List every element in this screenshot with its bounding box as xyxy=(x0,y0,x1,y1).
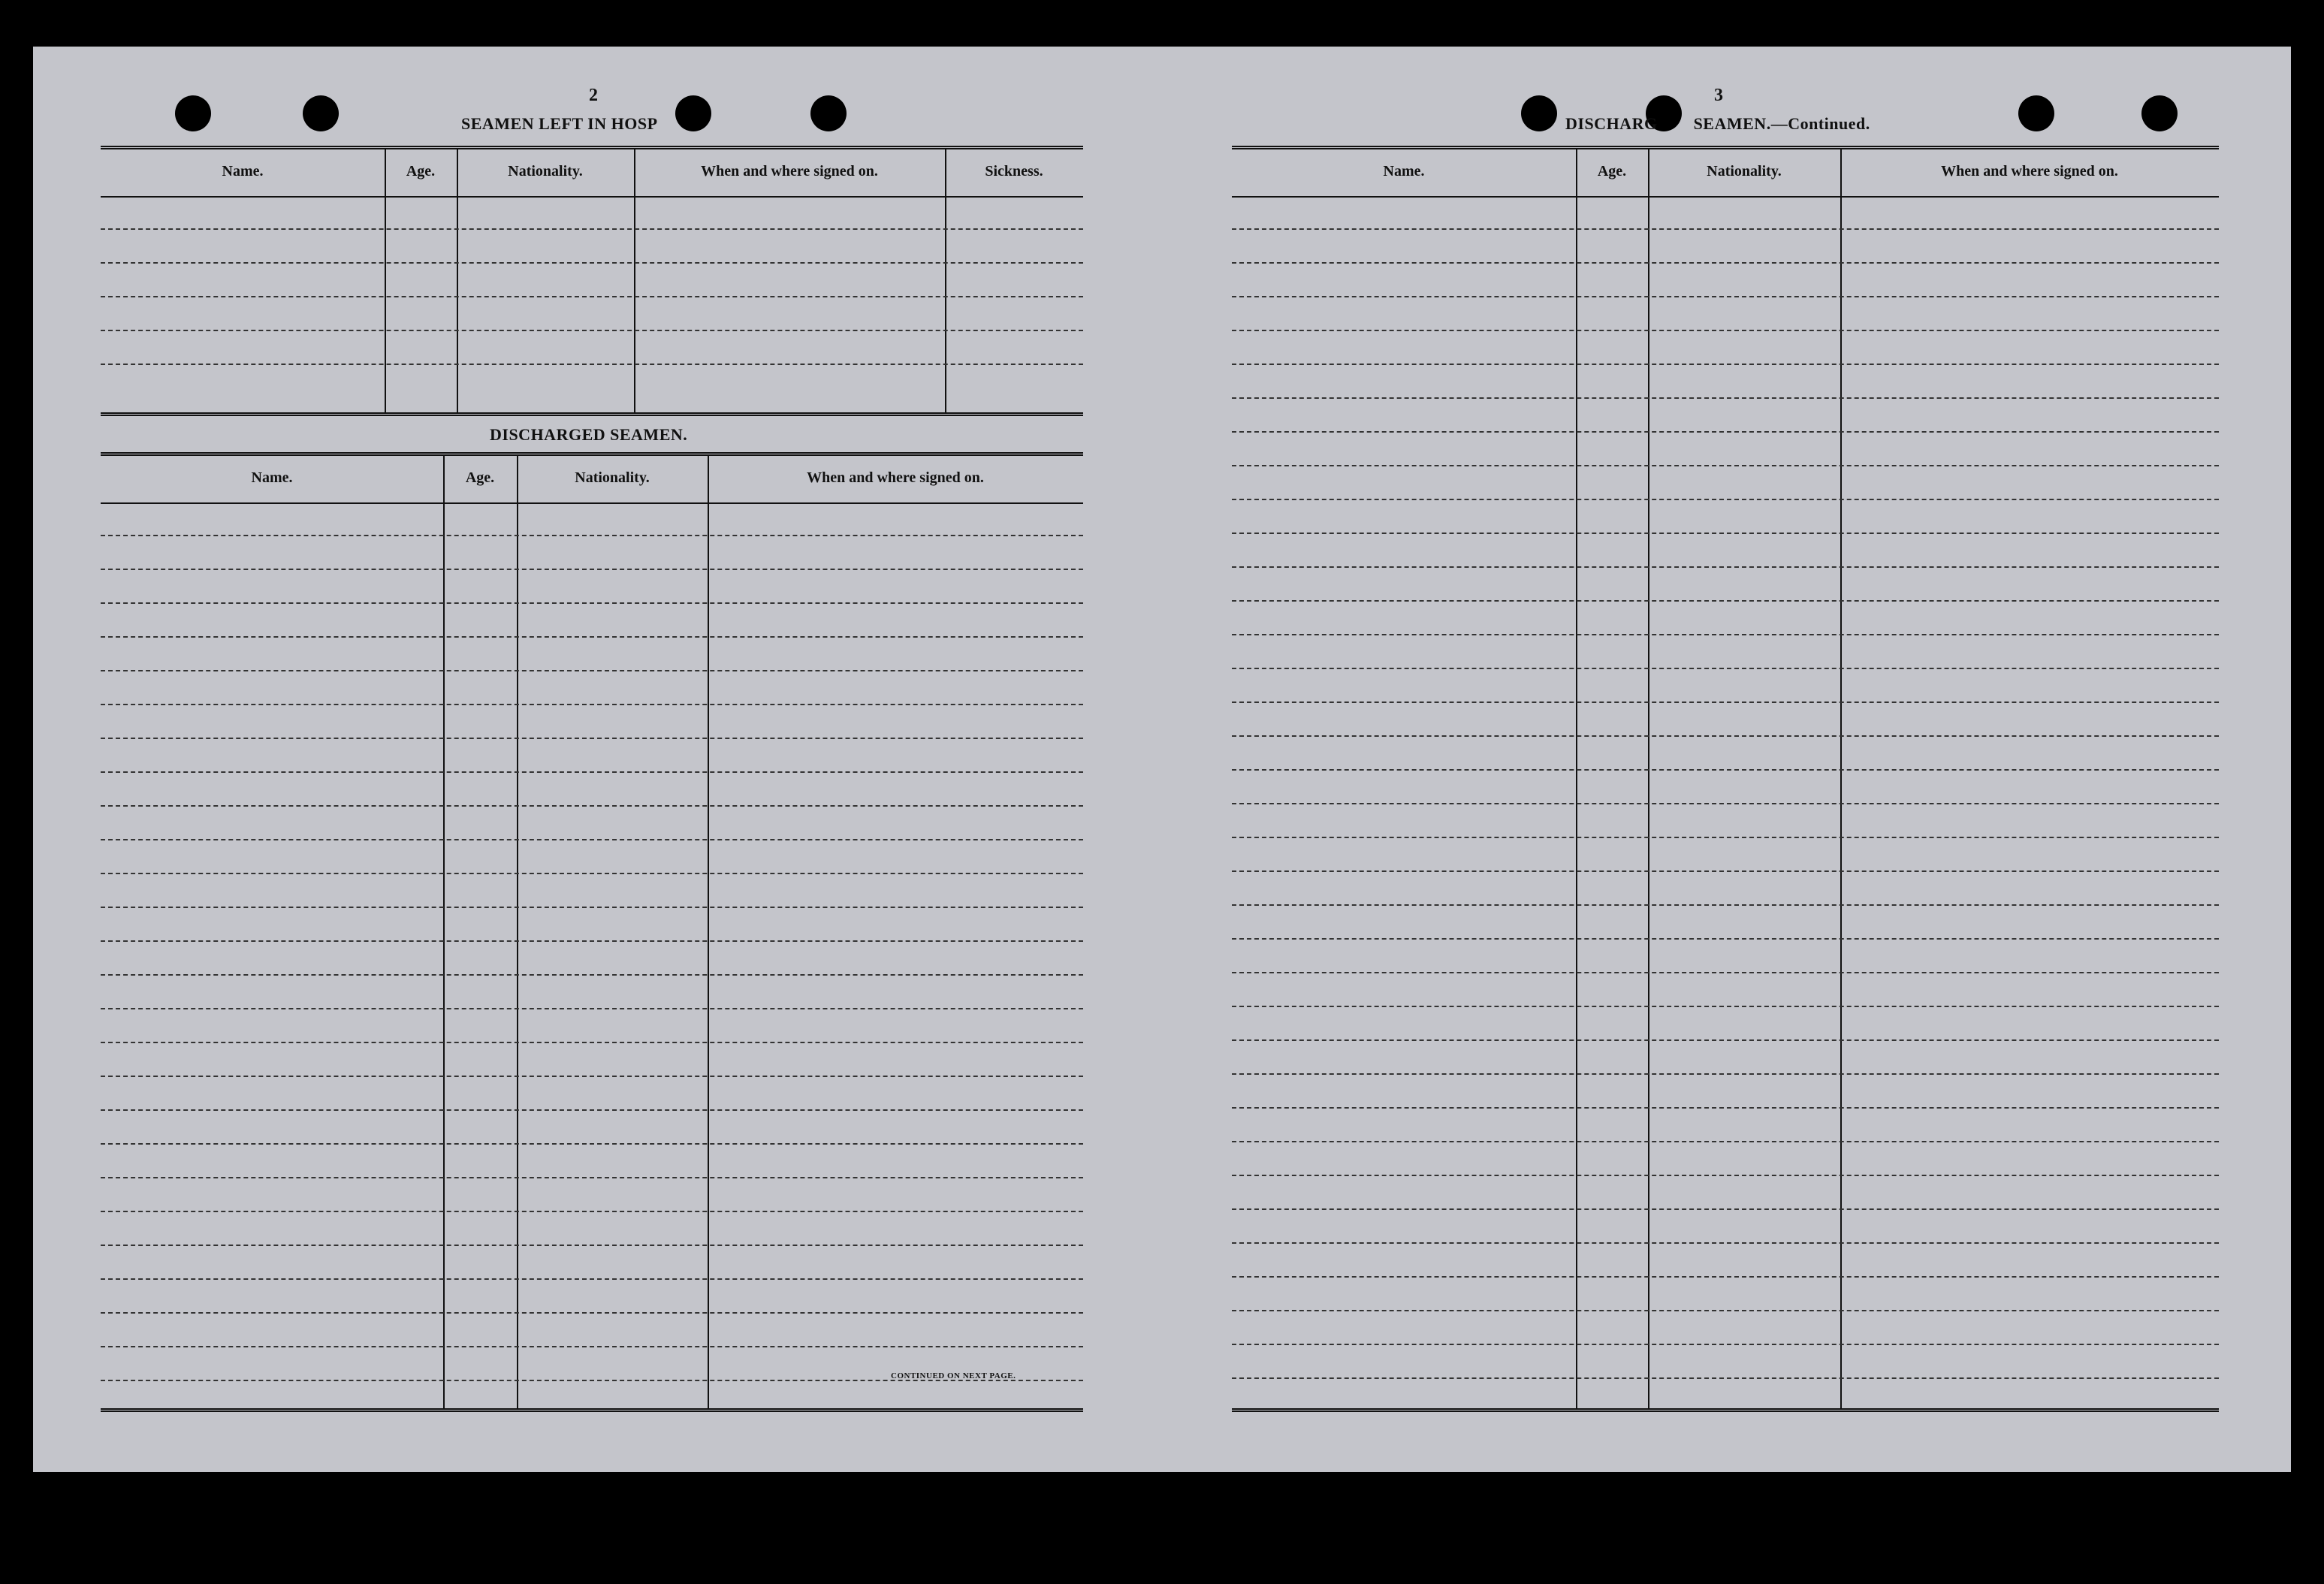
table-row[interactable] xyxy=(1232,264,2219,297)
discharged-section-title: DISCHARGED SEAMEN. xyxy=(490,425,688,444)
table-row[interactable] xyxy=(1232,703,2219,737)
table-row[interactable] xyxy=(101,976,1083,1009)
table-row[interactable] xyxy=(101,604,1083,638)
table-row[interactable] xyxy=(1232,906,2219,940)
page-number-left: 2 xyxy=(589,86,598,105)
table-rows xyxy=(1232,196,2219,1408)
col-header-signed-on: When and where signed on. xyxy=(701,163,878,180)
table-row[interactable] xyxy=(1232,297,2219,331)
table-row[interactable] xyxy=(101,705,1083,739)
punch-hole xyxy=(2141,95,2178,131)
table-row[interactable] xyxy=(101,502,1083,536)
table-row[interactable] xyxy=(1232,1210,2219,1244)
table-row[interactable] xyxy=(1232,1109,2219,1142)
punch-hole xyxy=(2018,95,2054,131)
table-row[interactable] xyxy=(1232,1345,2219,1379)
table-row[interactable] xyxy=(1232,940,2219,973)
table-row[interactable] xyxy=(1232,1244,2219,1278)
hospital-table xyxy=(101,146,1083,416)
table-row[interactable] xyxy=(101,1314,1083,1347)
continued-note: CONTINUED ON NEXT PAGE. xyxy=(891,1371,1016,1380)
table-row[interactable] xyxy=(1232,669,2219,703)
punch-hole xyxy=(1521,95,1557,131)
table-row[interactable] xyxy=(101,1145,1083,1178)
table-row[interactable] xyxy=(1232,466,2219,500)
col-header-name: Name. xyxy=(251,469,293,486)
table-row[interactable] xyxy=(101,196,1083,230)
table-row[interactable] xyxy=(101,1246,1083,1280)
table-row[interactable] xyxy=(101,671,1083,705)
table-row[interactable] xyxy=(1232,737,2219,771)
table-row[interactable] xyxy=(101,739,1083,773)
punch-hole xyxy=(675,95,711,131)
table-row[interactable] xyxy=(101,638,1083,671)
punch-hole xyxy=(175,95,211,131)
table-row[interactable] xyxy=(101,840,1083,874)
table-row[interactable] xyxy=(1232,534,2219,568)
table-row[interactable] xyxy=(1232,635,2219,669)
col-header-nationality: Nationality. xyxy=(575,469,650,486)
col-header-nationality: Nationality. xyxy=(1707,163,1782,180)
table-row[interactable] xyxy=(101,1009,1083,1043)
table-row[interactable] xyxy=(1232,804,2219,838)
table-row[interactable] xyxy=(1232,1142,2219,1176)
table-row[interactable] xyxy=(1232,399,2219,433)
discharged-continued-table xyxy=(1232,146,2219,1412)
table-row[interactable] xyxy=(101,773,1083,807)
table-row[interactable] xyxy=(101,1111,1083,1145)
col-header-age: Age. xyxy=(406,163,436,180)
table-row[interactable] xyxy=(1232,771,2219,804)
discharged-continued-title: DISCHARG SEAMEN.—Continued. xyxy=(1565,114,1870,133)
table-row[interactable] xyxy=(1232,1278,2219,1311)
table-row[interactable] xyxy=(101,331,1083,365)
discharged-table xyxy=(101,452,1083,1412)
table-row[interactable] xyxy=(1232,1075,2219,1109)
table-row[interactable] xyxy=(101,807,1083,840)
table-row[interactable] xyxy=(101,1043,1083,1077)
col-header-sickness: Sickness. xyxy=(985,163,1043,180)
col-header-age: Age. xyxy=(465,469,495,486)
table-row[interactable] xyxy=(1232,196,2219,230)
table-row[interactable] xyxy=(101,264,1083,297)
table-row[interactable] xyxy=(1232,973,2219,1007)
punch-hole xyxy=(303,95,339,131)
table-row[interactable] xyxy=(1232,568,2219,602)
table-row[interactable] xyxy=(101,297,1083,331)
table-row[interactable] xyxy=(101,1212,1083,1246)
col-header-age: Age. xyxy=(1597,163,1627,180)
table-rows xyxy=(101,502,1083,1408)
table-row[interactable] xyxy=(1232,1041,2219,1075)
col-header-signed-on: When and where signed on. xyxy=(807,469,984,486)
table-row[interactable] xyxy=(1232,433,2219,466)
table-row[interactable] xyxy=(1232,230,2219,264)
table-row[interactable] xyxy=(101,536,1083,570)
table-row[interactable] xyxy=(101,1178,1083,1212)
table-row[interactable] xyxy=(101,1077,1083,1111)
hospital-section-title: SEAMEN LEFT IN HOSP xyxy=(461,114,658,133)
table-row[interactable] xyxy=(101,874,1083,908)
col-header-nationality: Nationality. xyxy=(508,163,583,180)
table-row[interactable] xyxy=(101,230,1083,264)
page-number-right: 3 xyxy=(1714,86,1723,105)
table-row[interactable] xyxy=(1232,602,2219,635)
table-row[interactable] xyxy=(1232,872,2219,906)
table-row[interactable] xyxy=(1232,500,2219,534)
table-row[interactable] xyxy=(1232,1007,2219,1041)
table-row[interactable] xyxy=(1232,1176,2219,1210)
form-sheet xyxy=(33,47,2291,1472)
table-row[interactable] xyxy=(1232,1311,2219,1345)
table-row[interactable] xyxy=(101,1280,1083,1314)
table-row[interactable] xyxy=(101,570,1083,604)
col-header-name: Name. xyxy=(222,163,264,180)
table-row[interactable] xyxy=(1232,838,2219,872)
table-row[interactable] xyxy=(1232,331,2219,365)
table-rows xyxy=(101,196,1083,412)
table-row[interactable] xyxy=(1232,365,2219,399)
table-row[interactable] xyxy=(101,908,1083,942)
col-header-signed-on: When and where signed on. xyxy=(1941,163,2118,180)
punch-hole xyxy=(810,95,847,131)
col-header-name: Name. xyxy=(1383,163,1425,180)
table-row[interactable] xyxy=(101,942,1083,976)
